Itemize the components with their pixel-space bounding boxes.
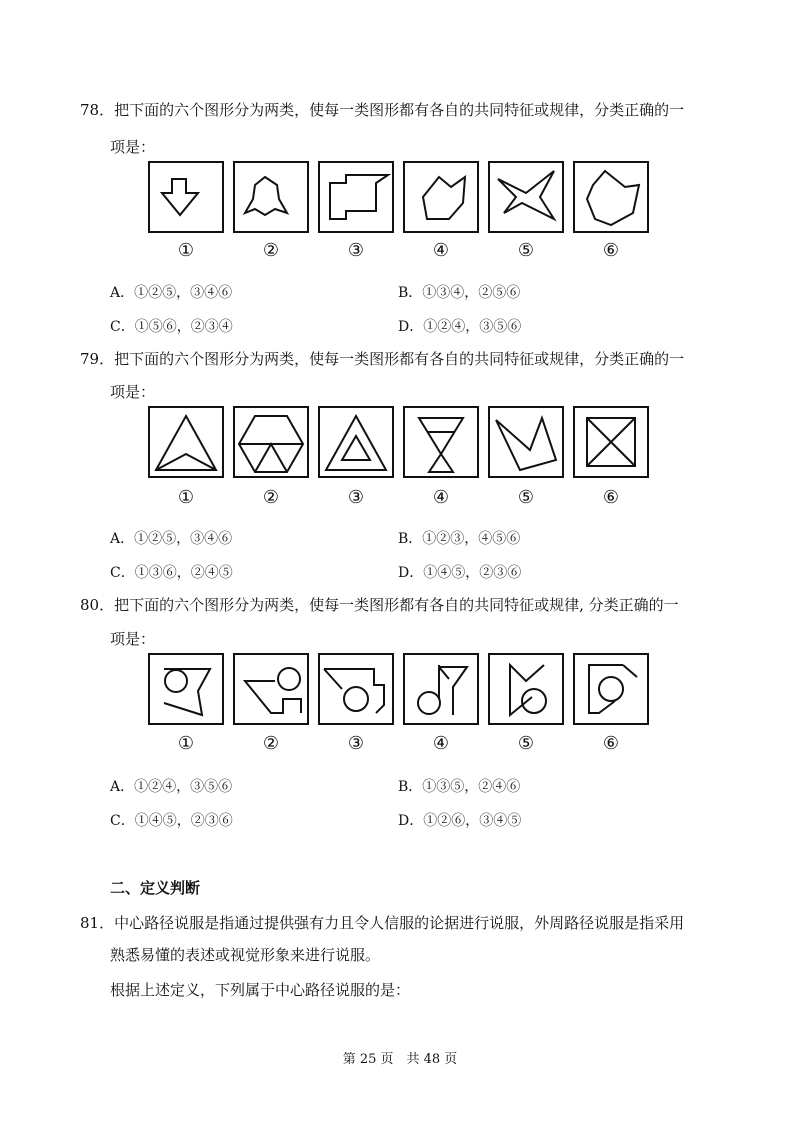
q78-label-2: ②: [262, 240, 280, 261]
q78-figure-6: [573, 161, 649, 233]
q79-option-d[interactable]: D．①④⑤，②③⑥: [398, 565, 522, 581]
q78-option-b[interactable]: B．①③④，②⑤⑥: [398, 285, 521, 301]
q80-figure-6: [573, 653, 649, 725]
q80-label-5: ⑤: [517, 733, 535, 754]
q78-option-a[interactable]: A．①②⑤，③④⑥: [110, 285, 233, 301]
q79-label-5: ⑤: [517, 487, 535, 508]
q80-option-d[interactable]: D．①②⑥，③④⑤: [398, 813, 522, 829]
q78-label-6: ⑥: [602, 240, 620, 261]
q79-option-a[interactable]: A．①②⑤，③④⑥: [110, 531, 233, 547]
page-footer: 第 25 页 共 48 页: [342, 1052, 458, 1067]
q78-label-1: ①: [177, 240, 195, 261]
q79-figure-4: [403, 406, 479, 478]
q80-stem-line2: 项是：: [110, 630, 156, 648]
q80-figure-2: [233, 653, 309, 725]
q80-option-b[interactable]: B．①③⑤，②④⑥: [398, 779, 521, 795]
q79-label-3: ③: [347, 487, 365, 508]
q80-option-a[interactable]: A．①②④，③⑤⑥: [110, 779, 233, 795]
q80-label-6: ⑥: [602, 733, 620, 754]
q78-label-4: ④: [432, 240, 450, 261]
q80-label-4: ④: [432, 733, 450, 754]
q79-figure-2: [233, 406, 309, 478]
q78-figure-5: [488, 161, 564, 233]
q78-option-d[interactable]: D．①②④，③⑤⑥: [398, 319, 522, 335]
q78-stem-line1: 78．把下面的六个图形分为两类，使每一类图形都有各自的共同特征或规律，分类正确的一: [80, 101, 685, 119]
q79-label-6: ⑥: [602, 487, 620, 508]
q78-option-c[interactable]: C．①⑤⑥，②③④: [110, 319, 233, 335]
q79-stem-line2: 项是：: [110, 383, 156, 401]
q80-figure-3: [318, 653, 394, 725]
q79-figure-3: [318, 406, 394, 478]
q78-label-3: ③: [347, 240, 365, 261]
q81-stem-line1: 81．中心路径说服是指通过提供强有力且令人信服的论据进行说服，外周路径说服是指采用: [80, 914, 685, 932]
q79-figure-6: [573, 406, 649, 478]
q78-label-5: ⑤: [517, 240, 535, 261]
q79-stem-line1: 79．把下面的六个图形分为两类，使每一类图形都有各自的共同特征或规律，分类正确的一: [80, 350, 685, 368]
q79-label-4: ④: [432, 487, 450, 508]
q81-stem-line3: 根据上述定义，下列属于中心路径说服的是：: [110, 981, 411, 999]
q80-figure-1: [148, 653, 224, 725]
q81-stem-line2: 熟悉易懂的表述或视觉形象来进行说服。: [110, 946, 381, 964]
q78-stem-line2: 项是：: [110, 138, 156, 156]
q78-figure-2: [233, 161, 309, 233]
q80-label-3: ③: [347, 733, 365, 754]
q80-option-c[interactable]: C．①④⑤，②③⑥: [110, 813, 233, 829]
q80-stem-line1: 80．把下面的六个图形分为两类，使每一类图形都有各自的共同特征或规律, 分类正确的一: [80, 596, 679, 614]
q79-label-1: ①: [177, 487, 195, 508]
section-heading: 二、定义判断: [110, 879, 201, 897]
q80-figure-4: [403, 653, 479, 725]
q79-figure-1: [148, 406, 224, 478]
q79-option-b[interactable]: B．①②③，④⑤⑥: [398, 531, 521, 547]
q80-label-1: ①: [177, 733, 195, 754]
q78-figure-1: [148, 161, 224, 233]
q80-figure-5: [488, 653, 564, 725]
q79-figure-5: [488, 406, 564, 478]
q78-figure-4: [403, 161, 479, 233]
q79-option-c[interactable]: C．①③⑥，②④⑤: [110, 565, 233, 581]
q78-figure-3: [318, 161, 394, 233]
q79-label-2: ②: [262, 487, 280, 508]
q80-label-2: ②: [262, 733, 280, 754]
